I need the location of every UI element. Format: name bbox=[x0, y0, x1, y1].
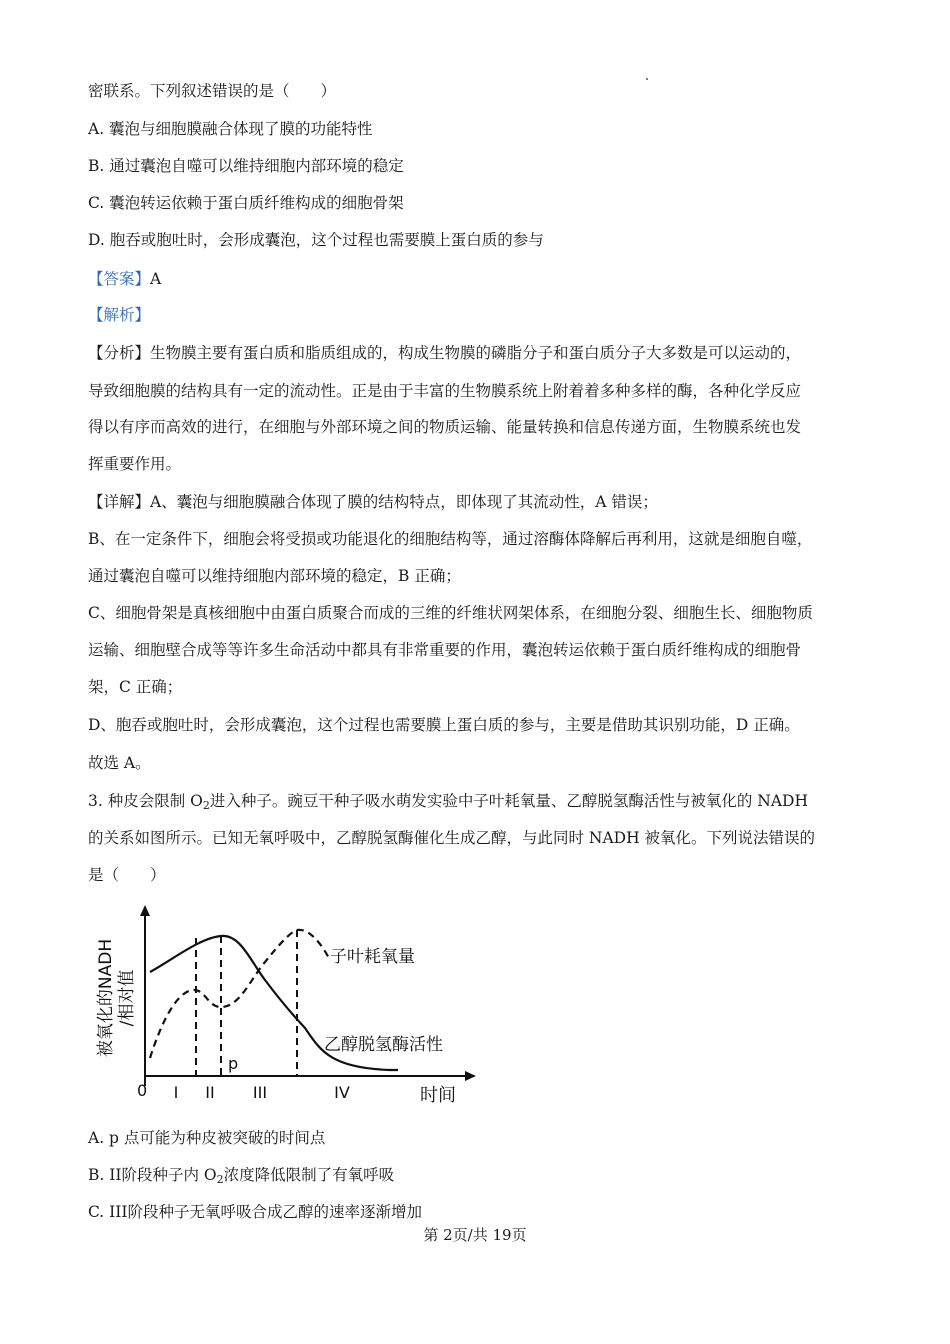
q3-line-2: 的关系如图所示。已知无氧呼吸中，乙醇脱氢酶催化生成乙醇，与此同时 NADH 被氧化。下列说法错误的 bbox=[88, 829, 816, 847]
phase-3-label: III bbox=[252, 1083, 268, 1102]
figure-svg bbox=[90, 900, 480, 1115]
q3-line-1-a: 3. 种皮会限制 O bbox=[88, 792, 203, 810]
q2-option-a: A. 囊泡与细胞膜融合体现了膜的功能特性 bbox=[88, 120, 373, 138]
stray-dot bbox=[646, 78, 648, 80]
q3-option-a: A. p 点可能为种皮被突破的时间点 bbox=[88, 1129, 326, 1147]
y-axis-arrow bbox=[140, 905, 150, 916]
fenxi-label: 【分析】 bbox=[88, 344, 151, 362]
q2-option-c: C. 囊泡转运依赖于蛋白质纤维构成的细胞骨架 bbox=[88, 194, 404, 212]
xiangjie-line-5: 运输、细胞壁合成等等许多生命活动中都具有非常重要的作用，囊泡转运依赖于蛋白质纤维构成的细胞骨 bbox=[88, 641, 802, 659]
phase-2-label: II bbox=[205, 1083, 215, 1102]
answer-label: 【答案】 bbox=[88, 270, 151, 288]
xiangjie-text-1: A、囊泡与细胞膜融合体现了膜的结构特点，即体现了其流动性，A 错误； bbox=[150, 493, 658, 511]
phase-4-label: IV bbox=[334, 1083, 350, 1102]
q3-line-1 bbox=[88, 790, 808, 817]
oxygen-curve bbox=[150, 930, 330, 1058]
xiangjie-line-6: 架，C 正确； bbox=[88, 678, 183, 696]
page-footer: 第 2页/共 19页 bbox=[423, 1226, 527, 1244]
fenxi-text-1: 生物膜主要有蛋白质和脂质组成的，构成生物膜的磷脂分子和蛋白质分子大多数是可以运动的， bbox=[150, 344, 802, 362]
phase-1-label: I bbox=[173, 1083, 179, 1102]
origin-label: 0 bbox=[137, 1081, 148, 1100]
answer-line bbox=[88, 268, 161, 290]
fenxi-line-1 bbox=[88, 342, 801, 364]
q3-option-b-b: 浓度降低限制了有氧呼吸 bbox=[223, 1166, 395, 1184]
y-label-line-1: 被氧化的NADH bbox=[96, 938, 116, 1058]
series-enzyme-label: 乙醇脱氢酶活性 bbox=[324, 1035, 443, 1055]
q2-option-b: B. 通过囊泡自噬可以维持细胞内部环境的稳定 bbox=[88, 157, 404, 175]
nadh-figure bbox=[90, 900, 480, 1115]
fenxi-line-3: 得以有序而高效的进行，在细胞与外部环境之间的物质运输、能量转换和信息传递方面，生物膜系统也发 bbox=[88, 418, 802, 436]
y-label-line-2: /相对值 bbox=[117, 969, 137, 1027]
xiangjie-line-7: D、胞吞或胞吐时，会形成囊泡，这个过程也需要膜上蛋白质的参与，主要是借助其识别功能，D 正确。 bbox=[88, 716, 800, 734]
xiangjie-line-8: 故选 A。 bbox=[88, 754, 151, 772]
xiangjie-line-4: C、细胞骨架是真核细胞中由蛋白质聚合而成的三维的纤维状网架体系，在细胞分裂、细胞生长、细胞物质 bbox=[88, 604, 813, 622]
answer-value: A bbox=[150, 270, 162, 288]
xiangjie-line-1 bbox=[88, 491, 658, 513]
q3-line-1-b: 进入种子。豌豆干种子吸水萌发实验中子叶耗氧量、乙醇脱氢酶活性与被氧化的 NADH bbox=[209, 792, 808, 810]
x-axis-arrow bbox=[465, 1071, 476, 1081]
q3-option-b-a: B. II阶段种子内 O bbox=[88, 1166, 217, 1184]
q3-option-c: C. III阶段种子无氧呼吸合成乙醇的速率逐渐增加 bbox=[88, 1203, 423, 1221]
xiangjie-label: 【详解】 bbox=[88, 493, 151, 511]
fenxi-line-4: 挥重要作用。 bbox=[88, 455, 182, 473]
q3-line-3: 是（ ） bbox=[88, 866, 166, 884]
fenxi-line-2: 导致细胞膜的结构具有一定的流动性。正是由于丰富的生物膜系统上附着着多种多样的酶，各种化学反应 bbox=[88, 382, 802, 400]
q2-option-d: D. 胞吞或胞吐时，会形成囊泡，这个过程也需要膜上蛋白质的参与 bbox=[88, 231, 544, 249]
xiangjie-line-2: B、在一定条件下，细胞会将受损或功能退化的细胞结构等，通过溶酶体降解后再利用，这就是细胞自噬， bbox=[88, 530, 813, 548]
xiangjie-line-3: 通过囊泡自噬可以维持细胞内部环境的稳定，B 正确； bbox=[88, 567, 461, 585]
q3-option-b-sub: 2 bbox=[216, 1173, 224, 1186]
q3-line-1-sub: 2 bbox=[202, 799, 210, 812]
p-label: p bbox=[228, 1054, 239, 1073]
series-oxygen-label: 子叶耗氧量 bbox=[330, 947, 415, 967]
q2-stem-end: 密联系。下列叙述错误的是（ ） bbox=[88, 82, 337, 100]
analysis-label: 【解析】 bbox=[88, 306, 151, 324]
q3-option-b bbox=[88, 1164, 394, 1191]
x-label: 时间 bbox=[420, 1085, 456, 1106]
